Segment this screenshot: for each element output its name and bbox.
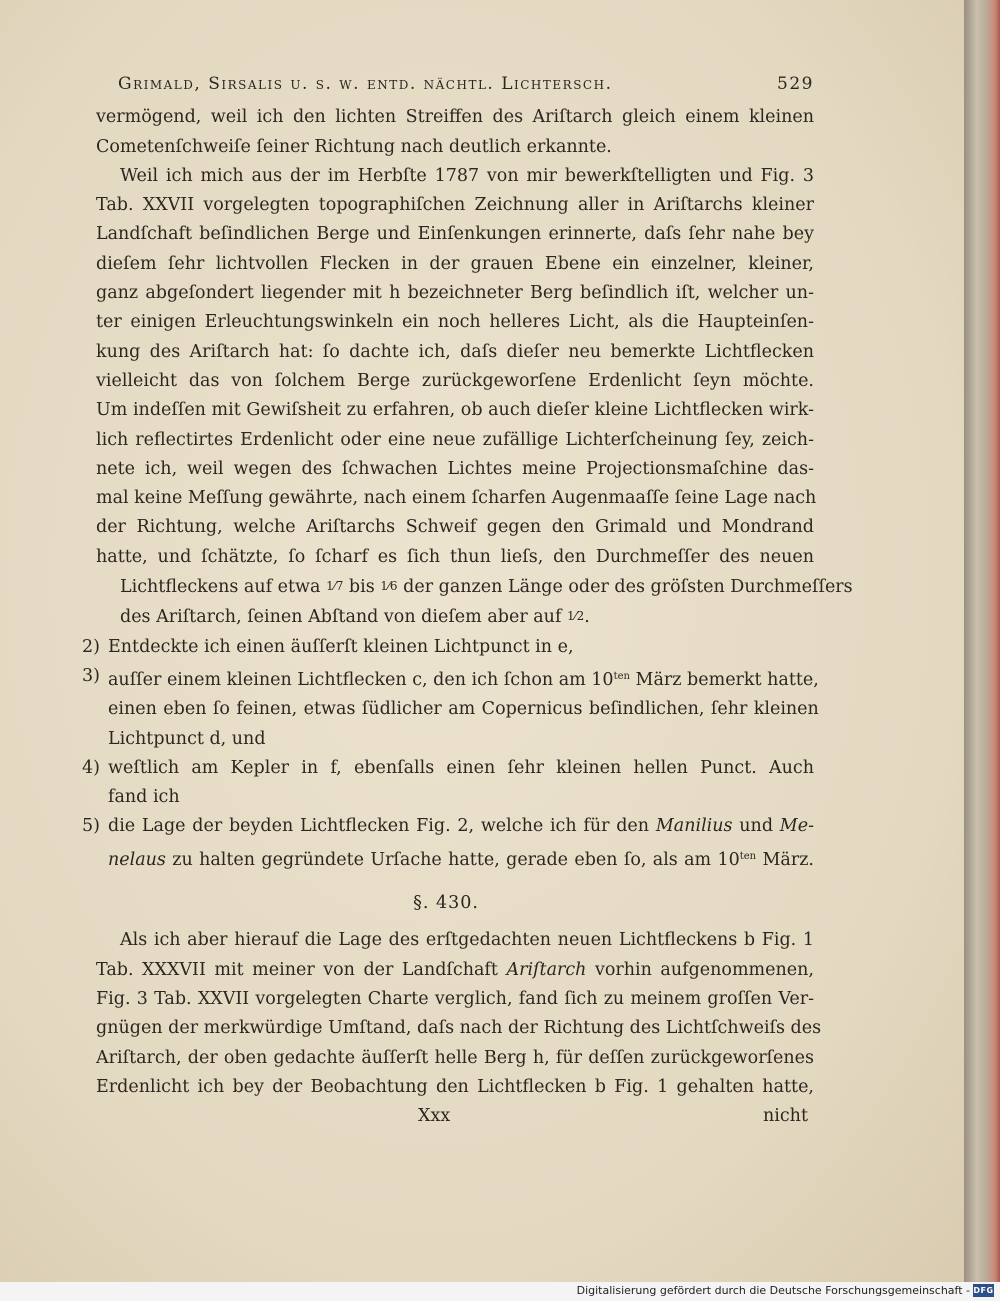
superscript: ten <box>739 850 757 862</box>
text-line: Landſchaft beſindlichen Berge und Einſenkungen erinnerte, daſs ſehr nahe bey <box>96 224 814 245</box>
paragraph-1 <box>78 103 814 162</box>
text-line: vielleicht das von ſolchem Berge zurückgeworſene Erdenlicht ſeyn möchte. <box>96 370 814 391</box>
text-fragment: die Lage der beyden Lichtflecken Fig. 2, welche ich für den <box>108 816 650 837</box>
text-fragment: auſſer einem kleinen Lichtflecken c, den ich ſchon am 10 <box>108 669 614 690</box>
section-heading: §. 430. <box>413 893 479 914</box>
text-fragment: März bemerkt hatte, <box>635 669 819 690</box>
italic-name: nelaus <box>108 849 166 870</box>
enum-number: 2) <box>82 636 100 657</box>
text-line: Fig. 3 Tab. XXVII vorgelegten Charte verglich, fand ſich zu meinem groſſen Ver- <box>96 988 814 1009</box>
funding-note: Digitalisierung gefördert durch die Deutsche Forschungsgemeinschaft - <box>576 1284 970 1297</box>
text-line <box>108 812 814 841</box>
text-line: Weil ich mich aus der im Herbſte 1787 von mir bewerkſtelligten und Fig. 3 <box>120 165 814 186</box>
text-line: Erdenlicht ich bey der Beobachtung den Lichtflecken b Fig. 1 gehalten hatte, <box>96 1076 814 1097</box>
text-line <box>108 662 819 695</box>
text-fragment: zu halten gegründete Urſache hatte, gerade eben ſo, als am 10 <box>172 849 740 870</box>
text-line <box>78 572 853 602</box>
text-line: fand ich <box>108 787 180 808</box>
text-line: vermögend, weil ich den lichten Streiffen des Ariſtarch gleich einem kleinen <box>96 107 814 128</box>
text-line: dieſem ſehr lichtvollen Flecken in der grauen Ebene ein einzelner, kleiner, <box>96 253 814 274</box>
text-line: weſtlich am Kepler in f, ebenſalls einen ſehr kleinen hellen Punct. Auch <box>108 757 814 778</box>
text-fragment: Lichtfleckens auf etwa <box>120 577 321 598</box>
text-line: einen eben ſo feinen, etwas ſüdlicher am Copernicus beſindlichen, ſehr kleinen <box>108 699 819 720</box>
signature-row <box>78 1102 814 1131</box>
running-header <box>118 70 814 99</box>
fraction: 1⁄7 <box>326 579 344 594</box>
text-fragment: des Ariſtarch, ſeinen Abſtand von dieſem aber auf <box>120 607 562 628</box>
enum-item <box>78 812 814 875</box>
page-number: 529 <box>777 74 814 94</box>
italic-name: Manilius <box>655 816 733 837</box>
text-line: Lichtpunct d, und <box>108 728 266 749</box>
signature-mark: Xxx <box>418 1106 451 1127</box>
superscript: ten <box>613 670 630 682</box>
page-content <box>78 70 853 1131</box>
text-line: mal keine Meſſung gewährte, nach einem ſcharfen Augenmaaſſe ſeine Lage nach <box>96 488 817 509</box>
enum-number: 3) <box>82 665 100 686</box>
italic-name: Me- <box>779 816 814 837</box>
text-line <box>78 956 814 985</box>
fraction: 1⁄2 <box>567 609 585 624</box>
enum-item <box>78 633 814 662</box>
text-line: ganz abgeſondert liegender mit h bezeichneter Berg beſindlich iſt, welcher un- <box>96 283 814 304</box>
dfg-logo: DFG <box>973 1286 994 1295</box>
enum-item <box>78 662 819 754</box>
running-title: Grimald, Sirsalis u. s. w. entd. nächtl. Lichtersch. <box>118 74 613 94</box>
paragraph-3 <box>78 926 822 1102</box>
text-line: Um indeſſen mit Gewiſsheit zu erfahren, ob auch dieſer kleine Lichtflecken wirk- <box>96 400 814 421</box>
text-line: Cometenſchweiſe ſeiner Richtung nach deutlich erkannte. <box>96 136 612 157</box>
text-fragment: bis <box>348 577 375 598</box>
text-fragment: März. <box>762 849 814 870</box>
text-line: Entdeckte ich einen äuſſerſt kleinen Lichtpunct in e, <box>108 636 574 657</box>
text-line: Als ich aber hierauf die Lage des erſtgedachten neuen Lichtfleckens b Fig. 1 <box>120 930 814 951</box>
italic-name: Ariſtarch <box>506 959 587 980</box>
text-line: Tab. XXVII vorgelegten topographiſchen Zeichnung aller in Ariſtarchs kleiner <box>96 195 814 216</box>
catchword: nicht <box>763 1106 808 1127</box>
page-edge <box>964 0 1000 1282</box>
text-line <box>108 842 814 875</box>
enum-number: 4) <box>82 757 100 778</box>
text-line: des Ariſtarch, ſeinen Abſtand von dieſem aber auf 1⁄2. <box>120 607 590 628</box>
enum-item <box>78 754 814 813</box>
text-line: kung des Ariſtarch hat: ſo dachte ich, daſs dieſer neu bemerkte Lichtflecken <box>96 341 814 362</box>
text-line: gnügen der merkwürdige Umſtand, daſs nach der Richtung des Lichtſchweiſs des <box>96 1018 822 1039</box>
fraction: 1⁄6 <box>380 579 398 594</box>
text-line: nete ich, weil wegen des ſchwachen Lichtes meine Projectionsmaſchine das- <box>96 458 814 479</box>
text-fragment: und <box>739 816 774 837</box>
text-fragment: vorhin aufgenommenen, <box>594 959 814 980</box>
enum-number: 5) <box>82 816 100 837</box>
text-fragment: der ganzen Länge oder des gröſsten Durchmeſſers <box>403 577 853 598</box>
text-line: der Richtung, welche Ariſtarchs Schweif gegen den Grimald und Mondrand <box>96 517 814 538</box>
text-line: Ariſtarch, der oben gedachte äuſſerſt helle Berg h, für deſſen zurückgeworſenes <box>96 1047 814 1068</box>
text-line: ter einigen Erleuchtungswinkeln ein noch helleres Licht, als die Haupteinſen- <box>96 312 814 333</box>
text-line: lich reflectirtes Erdenlicht oder eine neue zufällige Lichterſcheinung ſey, zeich- <box>96 429 814 450</box>
paragraph-2 <box>78 162 853 633</box>
text-line: hatte, und ſchätzte, ſo ſcharf es ſich thun lieſs, den Durchmeſſer des neuen <box>96 546 814 567</box>
text-fragment: Tab. XXXVII mit meiner von der Landſchaft <box>96 959 498 980</box>
